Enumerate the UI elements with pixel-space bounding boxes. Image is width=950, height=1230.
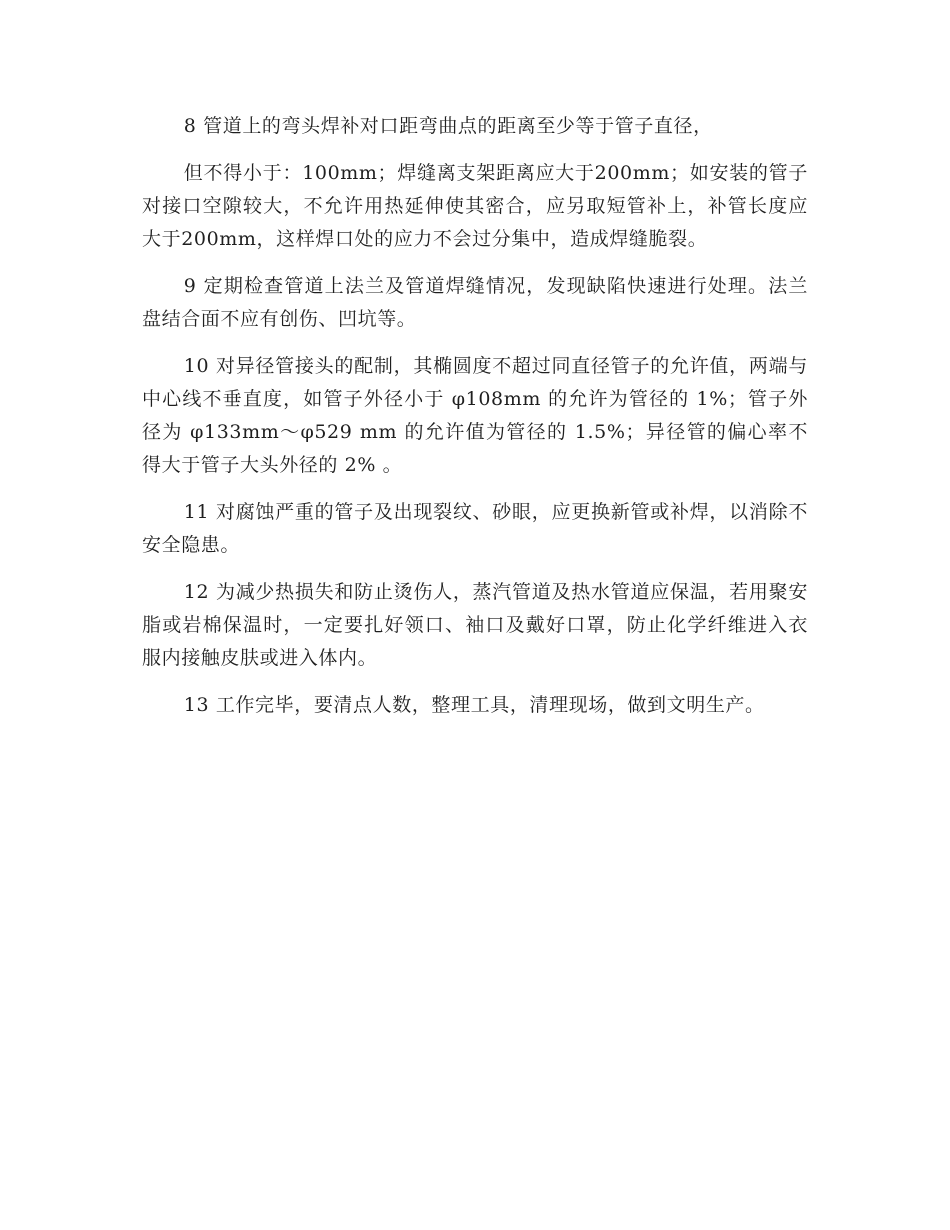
paragraph-12: 12 为减少热损失和防止烫伤人，蒸汽管道及热水管道应保温，若用聚安脂或岩棉保温时，一定要扎好领口、袖口及戴好口罩，防止化学纤维进入衣服内接触皮肤或进入体内。 xyxy=(142,581,808,669)
paragraph-13: 13 工作完毕，要清点人数，整理工具，清理现场，做到文明生产。 xyxy=(183,694,765,716)
paragraph-10: 10 对异径管接头的配制，其椭圆度不超过同直径管子的允许值，两端与中心线不垂直度，如管子外径小于 φ108mm 的允许为管径的 1%；管子外径为 φ133mm～φ529 mm 的允许值为管径的 1.5%；异径管的偏心率不得大于管子大头外径的 2% 。 xyxy=(142,355,808,476)
paragraph-8-body: 但不得小于：100mm；焊缝离支架距离应大于200mm；如安装的管子对接口空隙较大，不允许用热延伸使其密合，应另取短管补上，补管长度应大于200mm，这样焊口处的应力不会过分集中，造成焊缝脆裂。 xyxy=(142,162,808,250)
paragraph-11: 11 对腐蚀严重的管子及出现裂纹、砂眼，应更换新管或补焊，以消除不安全隐患。 xyxy=(142,501,808,556)
paragraph-9: 9 定期检查管道上法兰及管道焊缝情况，发现缺陷快速进行处理。法兰盘结合面不应有创伤、凹坑等。 xyxy=(142,275,808,330)
document-body xyxy=(142,110,808,736)
paragraph-8-heading: 8 管道上的弯头焊补对口距弯曲点的距离至少等于管子直径， xyxy=(183,115,713,137)
